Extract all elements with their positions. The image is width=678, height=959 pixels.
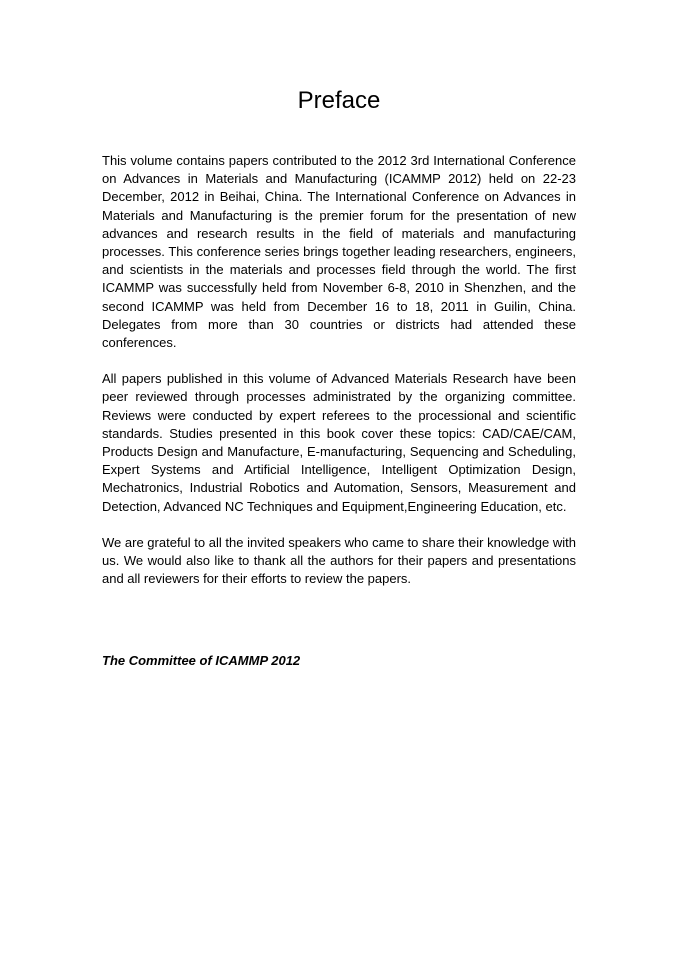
- paragraph-thanks: We are grateful to all the invited speakers who came to share their knowledge with us. We would also like to thank all the authors for their papers and presentations and all reviewers for their efforts to review the papers.: [102, 534, 576, 587]
- paragraph-intro: This volume contains papers contributed to the 2012 3rd International Conference on Advances in Materials and Manufacturing (ICAMMP 2012) held on 22-23 December, 2012 in Beihai, China. The International Conference on Advances in Materials and Manufacturing is the premier forum for the presentation of new advances and research results in the field of materials and manufacturing processes. This conference series brings together leading researchers, engineers, and scientists in the materials and processes field through the world. The first ICAMMP was successfully held from November 6-8, 2010 in Shenzhen, and the second ICAMMP was held from December 16 to 18, 2011 in Guilin, China. Delegates from more than 30 countries or districts had attended these conferences.: [102, 153, 576, 351]
- paragraph-review: All papers published in this volume of Advanced Materials Research have been peer reviewed through processes administrated by the organizing committee. Reviews were conducted by expert referees to the processional and scientific standards. Studies presented in this book cover these topics: CAD/CAE/CAM, Products Design and Manufacture, E-manufacturing, Sequencing and Scheduling, Expert Systems and Artificial Intelligence, Intelligent Optimization Design, Mechatronics, Industrial Robotics and Automation, Sensors, Measurement and Detection, Advanced NC Techniques and Equipment,Engineering Education, etc.: [102, 371, 576, 514]
- preface-body: [102, 152, 576, 606]
- committee-signature: The Committee of ICAMMP 2012: [102, 653, 301, 668]
- page-title: Preface: [297, 87, 381, 114]
